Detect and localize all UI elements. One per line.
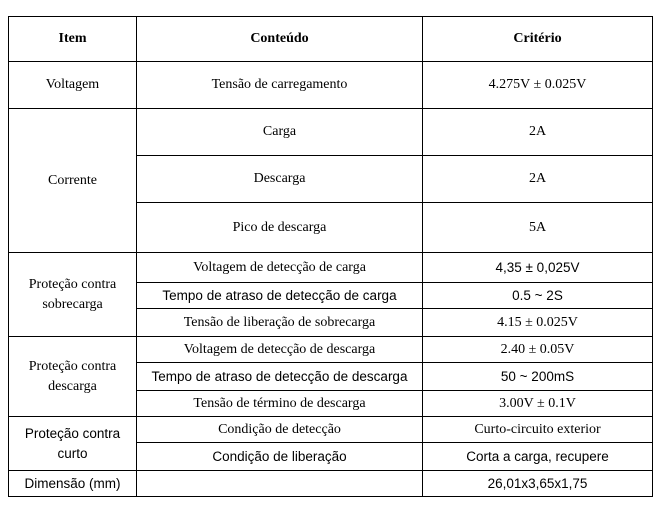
criterio-cell: Corta a carga, recupere [423, 443, 653, 471]
criterio-cell: 4.275V ± 0.025V [423, 62, 653, 109]
conteudo-cell: Descarga [137, 156, 423, 203]
item-line: curto [57, 445, 88, 461]
item-line: sobrecarga [42, 296, 103, 312]
header-conteudo: Conteúdo [137, 17, 423, 62]
conteudo-cell: Carga [137, 109, 423, 156]
header-criterio: Critério [423, 17, 653, 62]
conteudo-cell: Tempo de atraso de detecção de descarga [137, 363, 423, 391]
table-row [9, 471, 653, 497]
criterio-cell: 26,01x3,65x1,75 [423, 471, 653, 497]
criterio-cell: 0.5 ~ 2S [423, 283, 653, 309]
table-row [9, 417, 653, 443]
criterio-cell: 3.00V ± 0.1V [423, 391, 653, 417]
conteudo-cell: Pico de descarga [137, 203, 423, 253]
table-row [9, 62, 653, 109]
criterio-cell: 2.40 ± 0.05V [423, 337, 653, 363]
item-dimensao: Dimensão (mm) [9, 471, 137, 497]
criterio-cell: Curto-circuito exterior [423, 417, 653, 443]
item-line: Proteção contra [28, 358, 117, 374]
item-corrente: Corrente [9, 109, 137, 253]
criterio-cell: 50 ~ 200mS [423, 363, 653, 391]
item-protecao-curto [9, 417, 137, 471]
conteudo-cell: Tempo de atraso de detecção de carga [137, 283, 423, 309]
item-line: Proteção contra [24, 425, 121, 441]
conteudo-cell: Voltagem de detecção de carga [137, 253, 423, 283]
conteudo-cell: Condição de detecção [137, 417, 423, 443]
conteudo-cell: Voltagem de detecção de descarga [137, 337, 423, 363]
conteudo-cell [137, 471, 423, 497]
conteudo-cell: Condição de liberação [137, 443, 423, 471]
criterio-cell: 2A [423, 156, 653, 203]
item-protecao-sobrecarga [9, 253, 137, 337]
header-item: Item [9, 17, 137, 62]
conteudo-cell: Tensão de liberação de sobrecarga [137, 309, 423, 337]
item-voltagem: Voltagem [9, 62, 137, 109]
table-row [9, 337, 653, 363]
criterio-cell: 4,35 ± 0,025V [423, 253, 653, 283]
specification-table [8, 16, 653, 497]
conteudo-cell: Tensão de carregamento [137, 62, 423, 109]
item-line: descarga [48, 378, 97, 394]
table-row [9, 109, 653, 156]
conteudo-cell: Tensão de término de descarga [137, 391, 423, 417]
criterio-cell: 2A [423, 109, 653, 156]
header-row [9, 17, 653, 62]
criterio-cell: 4.15 ± 0.025V [423, 309, 653, 337]
table-row [9, 253, 653, 283]
criterio-cell: 5A [423, 203, 653, 253]
item-protecao-descarga [9, 337, 137, 417]
item-line: Proteção contra [28, 276, 117, 292]
